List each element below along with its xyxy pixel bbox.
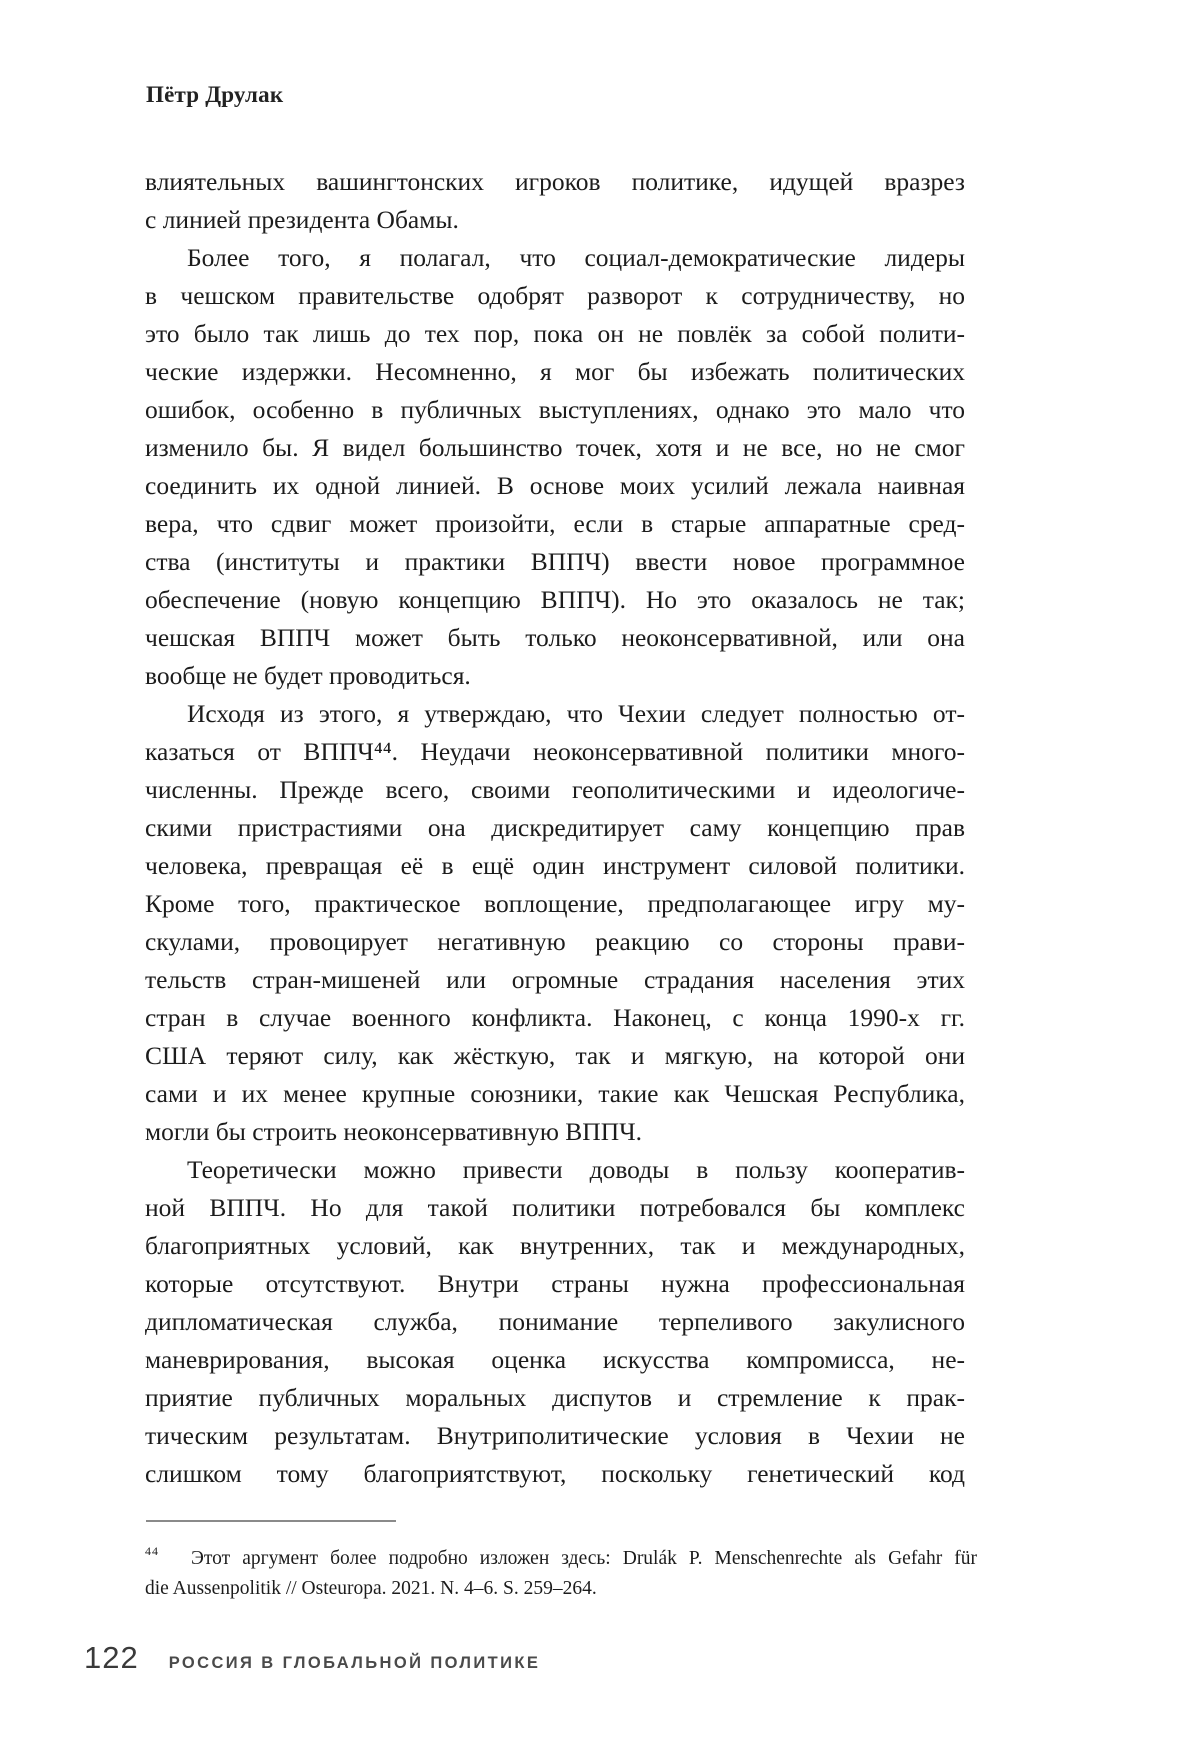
text-line: ческие издержки. Несомненно, я мог бы избежать политических (145, 357, 965, 386)
running-header-author: Пётр Друлак (146, 82, 284, 107)
text-line: скими пристрастиями она дискредитирует саму концепцию прав (145, 813, 965, 842)
text-line: Более того, я полагал, что социал-демократические лидеры (187, 243, 965, 272)
paragraph (145, 239, 965, 695)
text-line: в чешском правительстве одобрят разворот к сотрудничеству, но (145, 281, 965, 310)
text-line: тельств стран-мишеней или огромные страдания населения этих (145, 965, 965, 994)
footnote-marker: 44 (145, 1544, 159, 1558)
text-line: казаться от ВППЧ⁴⁴. Неудачи неоконсервативной политики много- (145, 737, 965, 766)
text-line: которые отсутствуют. Внутри страны нужна профессиональная (145, 1269, 965, 1298)
text-line: вера, что сдвиг может произойти, если в старые аппаратные сред- (145, 509, 965, 538)
footnote-text-line: $^{44}$ Этот аргумент более подробно изложен здесь: Drulák P. Menschenrechte als Gefahr für (145, 1544, 977, 1569)
text-line: Теоретически можно привести доводы в пользу кооператив- (187, 1155, 965, 1184)
paragraph (145, 1151, 965, 1493)
page-footer (84, 1640, 540, 1676)
text-line: численны. Прежде всего, своими геополитическими и идеологиче- (145, 775, 965, 804)
text-line: ошибок, особенно в публичных выступлениях, однако это мало что (145, 395, 965, 424)
journal-title: РОССИЯ В ГЛОБАЛЬНОЙ ПОЛИТИКЕ (168, 1654, 541, 1672)
paragraph (145, 695, 965, 1151)
text-line: соединить их одной линией. В основе моих усилий лежала наивная (145, 471, 965, 500)
text-line: тическим результатам. Внутриполитические условия в Чехии не (145, 1421, 965, 1450)
text-line: слишком тому благоприятствуют, поскольку генетический код (145, 1459, 965, 1488)
text-line: Исходя из этого, я утверждаю, что Чехии следует полностью от- (187, 699, 965, 728)
text-line: дипломатическая служба, понимание терпеливого закулисного (145, 1307, 965, 1336)
text-line: стран в случае военного конфликта. Наконец, с конца 1990-х гг. (145, 1003, 965, 1032)
text-line: приятие публичных моральных диспутов и стремление к прак- (145, 1383, 965, 1412)
footnote-separator (146, 1520, 396, 1522)
paragraph (145, 163, 965, 239)
page-number: 122 (84, 1640, 139, 1675)
text-line: обеспечение (новую концепцию ВППЧ). Но это оказалось не так; (145, 585, 965, 614)
text-line: с линией президента Обамы. (145, 205, 459, 234)
text-line: вообще не будет проводиться. (145, 661, 471, 690)
text-line: США теряют силу, как жёсткую, так и мягкую, на которой они (145, 1041, 965, 1070)
text-line: чешская ВППЧ может быть только неоконсервативной, или она (145, 623, 965, 652)
footnote-text-line: die Aussenpolitik // Osteuropa. 2021. N. 4–6. S. 259–264. (145, 1578, 597, 1599)
text-line: ной ВППЧ. Но для такой политики потребовался бы комплекс (145, 1193, 965, 1222)
text-line: скулами, провоцирует негативную реакцию со стороны прави- (145, 927, 965, 956)
text-line: это было так лишь до тех пор, пока он не повлёк за собой полити- (145, 319, 965, 348)
text-line: ства (институты и практики ВППЧ) ввести новое программное (145, 547, 965, 576)
text-line: Кроме того, практическое воплощение, предполагающее игру му- (145, 889, 965, 918)
text-line: могли бы строить неоконсервативную ВППЧ. (145, 1117, 643, 1146)
footnote (145, 1533, 977, 1607)
text-line: влиятельных вашингтонских игроков политике, идущей вразрез (145, 167, 965, 196)
text-line: изменило бы. Я видел большинство точек, хотя и не все, но не смог (145, 433, 965, 462)
body-text (145, 163, 965, 1493)
text-line: маневрирования, высокая оценка искусства компромисса, не- (145, 1345, 965, 1374)
text-line: благоприятных условий, как внутренних, так и международных, (145, 1231, 965, 1260)
text-line: сами и их менее крупные союзники, такие как Чешская Республика, (145, 1079, 965, 1108)
text-line: человека, превращая её в ещё один инструмент силовой политики. (145, 851, 965, 880)
